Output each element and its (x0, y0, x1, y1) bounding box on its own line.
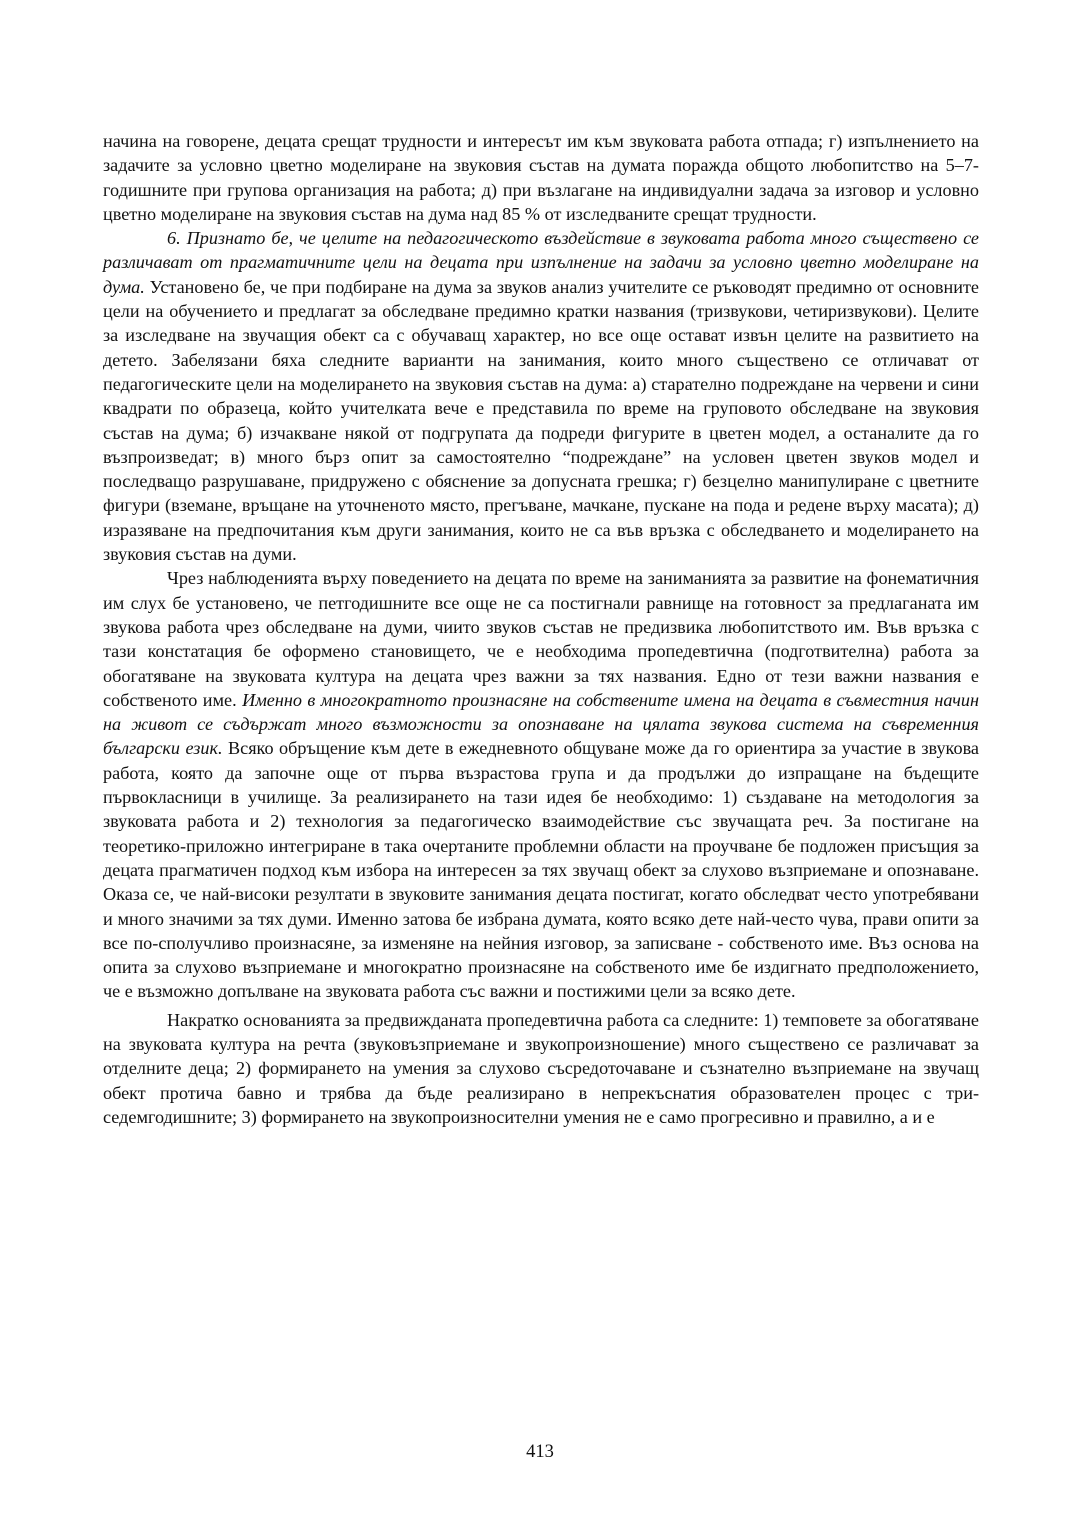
paragraph-4-text: Накратко основанията за предвижданата пропедевтична работа са следните: 1) темповете за обогатяване на звуковата култура на речта (звуковъзприемане и звукопроизношение) много съществено се различават за отделните деца; 2) формирането на умения за слухово съсредоточаване и съзнателно възприемане на звучащ обект протича бавно и трябва да бъде реализирано в непрекъснатия образователен процес с три-седемгодишните; 3) формирането на звукопроизносителни умения не е само прогресивно и правилно, а и е (103, 1009, 979, 1127)
paragraph-3-text-after: Всяко обръщение към дете в ежедневното общуване може да го ориентира за участие в звукова работа, която да започне още от първа възрастова група и да продължи до изпращане на бъдещите първокласници в училище. За реализирането на тази идея бе необходимо: 1) създаване на методология за звуковата работа и 2) технология за педагогическо взаимодействие със звучащата реч. За постигане на теоретико-приложно интегриране в така очертаните проблемни области на проучване бе подложен присъщия за децата прагматичен подход към избора на интересен за тях звучащ обект за слухово възприемане и опознаване. Оказа се, че най-високи резултати в звуковите занимания децата постигат, когато обследват често употребявани и много значими за тях думи. Именно затова бе избрана думата, която всяко дете най-често чува, прави опити за все по-сполучливо произнасяне, за изменяне на нейния изговор, за записване - собственото име. Въз основа на опита за слухово възприемане и многократно произнасяне на собственото име бе издигнато предположението, че е възможно допълване на звуковата работа със важни и постижими цели за всяко дете. (103, 738, 979, 1002)
paragraph-3-text-before: Чрез наблюденията върху поведението на децата по време на заниманията за развитие на фонематичния им слух бе установено, че петгодишните все още не са постигнали равнище на готовност за предлаганата им звукова работа чрез обследване на думи, чиито звуков състав не предизвика любопитството им. Във връзка с тази констатация бе оформено становището, че е необходима пропедевтична (подготвителна) работа за обогатяване на звуковата култура на децата чрез важни за тях названия. Едно от тези важни названия е собственото име. (103, 568, 979, 710)
paragraph-3-italic: Именно в многократното произнасяне на собствените имена на децата в съвместния начин на живот се съдържат много възможности за опознаване на цялата звукова система на съвременния български език. (103, 689, 979, 759)
paragraph-3 (103, 566, 979, 1003)
paragraph-1 (103, 129, 979, 226)
paragraph-2 (103, 226, 979, 566)
paragraph-2-text: Установено бе, че при подбиране на дума за звуков анализ учителите се ръководят предимно от основните цели на обучението и предлагат за обследване предимно кратки названия (тризвукови, четиризвукови). Целите за изследване на звучащия обект са с обучаващ характер, но все още остават извън целите на развитието на детето. Забелязани бяха следните варианти на занимания, които много съществено се отличават от педагогическите цели на моделирането на звуковия състав на дума: а) старателно подреждане на червени и сини квадрати по образеца, който учителката вече е представила по време на груповото обследване на звуковия състав на дума; б) изчакване някой от подгрупата да подреди фигурите в цветен модел, а останалите да го възпроизведат; в) много бърз опит за самостоятелно “подреждане” на условен цветен звуков модел и последващо разрушаване, придружено с обяснение за допусната грешка; г) безцелно манипулиране с цветните фигури (вземане, връщане на уточненото място, прегъване, мачкане, пускане на пода и редене върху масата); д) изразяване на предпочитания към други занимания, които не са във връзка с обследването и моделирането на звуковия състав на думи. (103, 276, 979, 565)
page-number: 413 (526, 1442, 554, 1462)
page-body (103, 129, 979, 1129)
paragraph-1-text: начина на говорене, децата срещат трудности и интересът им към звуковата работа отпада; г) изпълнението на задачите за условно цветно моделиране на звуковия състав на думата поражда общото любопитство на 5–7-годишните при групова организация на работа; д) при възлагане на индивидуални задача за изговор и условно цветно моделиране на звуковия състав на дума над 85 % от изследваните срещат трудности. (103, 131, 979, 224)
paragraph-2-lead-italic: 6. Признато бе, че целите на педагогическото въздействие в звуковата работа много съществено се различават от прагматичните цели на децата при изпълнение на задачи за условно цветно моделиране на дума. (103, 228, 979, 297)
paragraph-4 (103, 1008, 979, 1129)
